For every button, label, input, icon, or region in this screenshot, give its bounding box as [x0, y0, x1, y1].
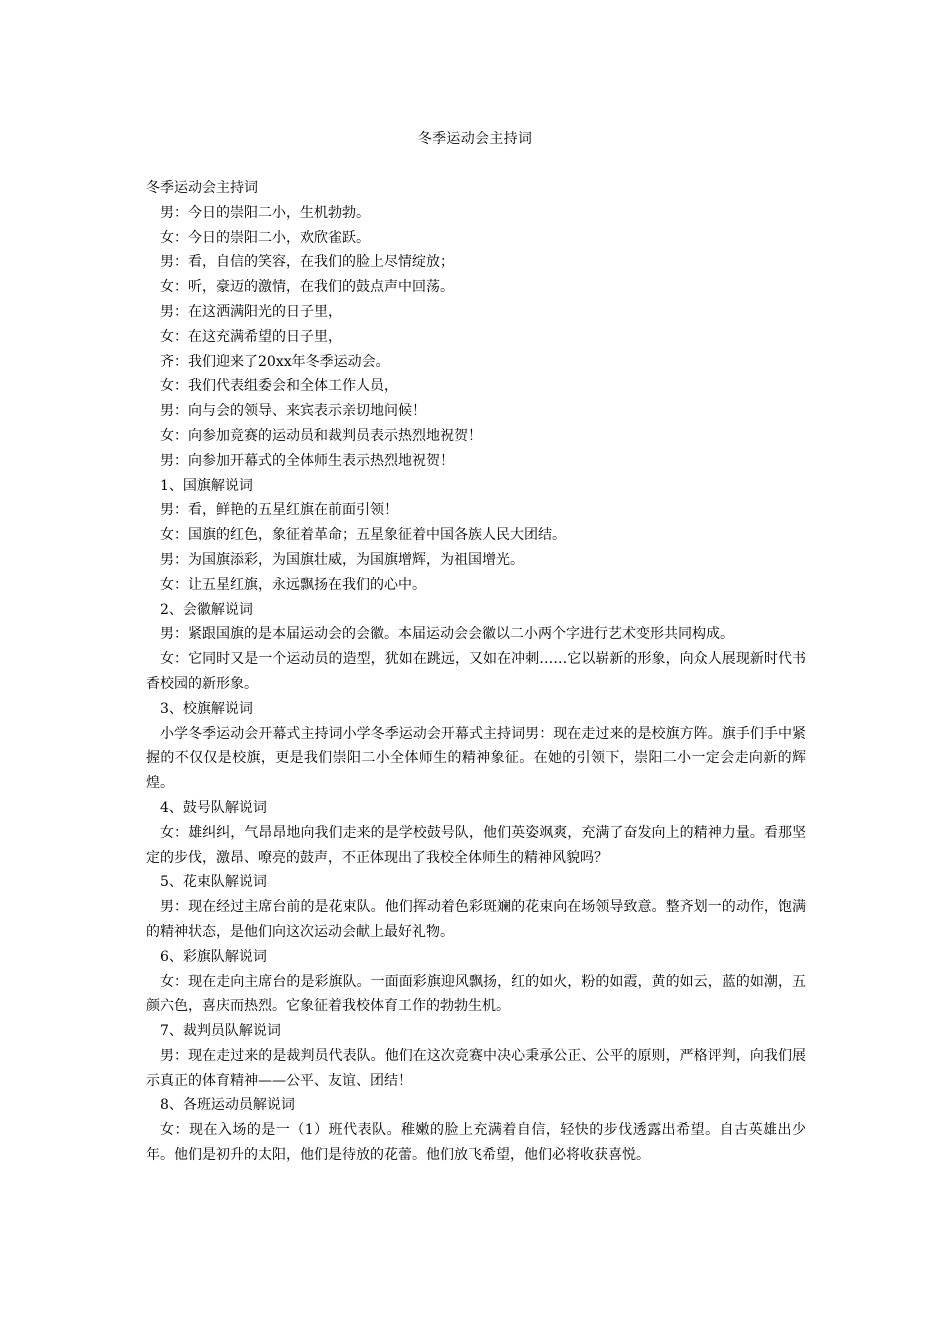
dialogue-line: 男：为国旗添彩，为国旗壮威，为国旗增辉，为祖国增光。	[160, 551, 524, 568]
dialogue-line: 女：我们代表组委会和全体工作人员，	[160, 378, 398, 395]
dialogue-line: 男：向参加开幕式的全体师生表示热烈地祝贺！	[160, 452, 454, 469]
section-heading: 3、校旗解说词	[160, 700, 253, 717]
dialogue-line: 女：今日的崇阳二小，欢欣雀跃。	[160, 229, 370, 246]
section-heading: 2、会徽解说词	[160, 601, 253, 618]
dialogue-line: 男：今日的崇阳二小，生机勃勃。	[160, 204, 370, 221]
dialogue-line: 女：让五星红旗，永远飘扬在我们的心中。	[160, 576, 426, 593]
document-body	[146, 176, 806, 1168]
dialogue-line: 女：现在走向主席台的是彩旗队。一面面彩旗迎风飘扬，红的如火，粉的如霞，黄的如云，蓝的如潮，五颜六色，喜庆而热烈。它象征着我校体育工作的勃勃生机。	[146, 973, 806, 1015]
section-heading: 4、鼓号队解说词	[160, 799, 267, 816]
dialogue-line: 女：它同时又是一个运动员的造型，犹如在跳远，又如在冲刺……它以崭新的形象，向众人展现新时代书香校园的新形象。	[146, 651, 806, 692]
dialogue-line: 小学冬季运动会开幕式主持词小学冬季运动会开幕式主持词男：现在走过来的是校旗方阵。旗手们手中紧握的不仅仅是校旗，更是我们崇阳二小全体师生的精神象征。在她的引领下，崇阳二小一定会走向新的辉煌。	[146, 725, 806, 792]
dialogue-line: 男：现在经过主席台前的是花束队。他们挥动着色彩斑斓的花束向在场领导致意。整齐划一的动作，饱满的精神状态，是他们向这次运动会献上最好礼物。	[146, 899, 806, 940]
dialogue-line: 男：看，自信的笑容，在我们的脸上尽情绽放；	[160, 254, 454, 271]
section-heading: 7、裁判员队解说词	[160, 1023, 281, 1040]
section-heading: 5、花束队解说词	[160, 874, 267, 891]
dialogue-line: 女：雄纠纠，气昂昂地向我们走来的是学校鼓号队，他们英姿飒爽，充满了奋发向上的精神力量。看那坚定的步伐，激昂、嘹亮的鼓声，不正体现出了我校全体师生的精神风貌吗？	[146, 824, 806, 866]
dialogue-line: 女：现在入场的是一（1）班代表队。稚嫩的脸上充满着自信，轻快的步伐透露出希望。自古英雄出少年。他们是初升的太阳，他们是待放的花蕾。他们放飞希望，他们必将收获喜悦。	[146, 1122, 806, 1164]
dialogue-line: 女：国旗的红色，象征着革命；五星象征着中国各族人民大团结。	[160, 527, 566, 544]
section-heading: 8、各班运动员解说词	[160, 1097, 295, 1114]
section-heading: 1、国旗解说词	[160, 477, 253, 494]
document-title: 冬季运动会主持词	[417, 131, 533, 147]
body-heading: 冬季运动会主持词	[146, 180, 258, 196]
dialogue-line: 男：看，鲜艳的五星红旗在前面引领！	[160, 502, 398, 519]
dialogue-line: 男：紧跟国旗的是本届运动会的会徽。本届运动会会徽以二小两个字进行艺术变形共同构成。	[160, 626, 734, 643]
dialogue-line: 男：在这洒满阳光的日子里，	[160, 303, 342, 320]
dialogue-line: 女：听，豪迈的激情，在我们的鼓点声中回荡。	[160, 279, 454, 296]
dialogue-line: 男：现在走过来的是裁判员代表队。他们在这次竞赛中决心秉承公正、公平的原则，严格评判，向我们展示真正的体育精神——公平、友谊、团结！	[146, 1047, 806, 1089]
dialogue-line: 女：在这充满希望的日子里，	[160, 328, 342, 345]
dialogue-line: 女：向参加竞赛的运动员和裁判员表示热烈地祝贺！	[160, 427, 482, 444]
section-heading: 6、彩旗队解说词	[160, 948, 267, 965]
dialogue-line: 齐：我们迎来了20xx年冬季运动会。	[160, 353, 390, 370]
dialogue-line: 男：向与会的领导、来宾表示亲切地问候！	[160, 403, 426, 420]
